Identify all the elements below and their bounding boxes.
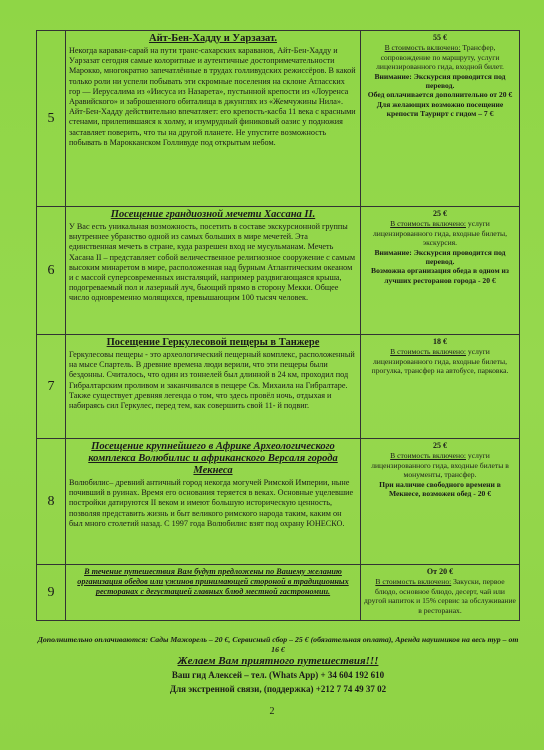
tour-row xyxy=(37,565,520,621)
tour-price: 55 € xyxy=(433,33,447,42)
included-block xyxy=(364,451,516,479)
tour-note: Возможна организация обеда в одном из лучших ресторанов города - 20 € xyxy=(371,266,509,285)
tour-description: Геркулесовы пещеры - это археологический пещерный комплекс, расположенный на мысе Спартель. В древние времена люди верили, что эти пещеры были бездонны. Считалось, что один из тоннелей был длинной в 24 км, проходил под Гибралтарским проливом и заканчивался в пещере Св. Михаила на Гибралтаре. Также существует древняя легенда о том, что здесь провёл ночь, отдыхая и набираясь сил Геркулес, перед тем, как совершить свой 11- й подвиг. xyxy=(69,350,355,411)
included-text: услуги лицензированного гида, входные билеты, экскурсия. xyxy=(373,219,507,248)
included-block xyxy=(364,577,516,615)
tour-price: От 20 € xyxy=(426,567,454,576)
tour-row xyxy=(37,207,520,335)
tours-table xyxy=(36,30,520,621)
row-number: 8 xyxy=(37,439,66,565)
tour-note: При наличие свободного времени в Мекнесе, возможен обед - 20 € xyxy=(379,479,501,499)
included-label: В стоимость включено: xyxy=(384,43,461,53)
included-label: В стоимость включено: xyxy=(390,219,467,229)
farewell-wish: Желаем Вам приятного путешествия!!! xyxy=(177,655,379,667)
tour-title: Посещение грандиозной мечети Хассана II. xyxy=(110,209,316,220)
tour-description: В течение путешествия Вам будут предложены по Вашему желанию организация обедов или ужинов принимающей стороной в традиционных ресторанах с дегустацией главных блюд местной гастрономии. xyxy=(77,567,349,597)
tour-description: Волюбилис– древний античный город некогда могучей Римской Империи, ныне почивший в руинах. Время его основания теряется в веках. Основные уцелевшие постройки датируются II веком и имеют большую историческую ценность, позволяя представить жизнь и быт великого римского народа таким, каким он был много столетий назад. С 1997 года Волюбилис взят под охрану ЮНЕСКО. xyxy=(69,478,354,528)
tour-description: Некогда караван-сарай на пути транс-сахарских караванов, Айт-Бен-Хадду и Уарзазат сегодня самые колоритные и аутентичные достопримечательности Марокко, многократно запечатлённые в трудах голливудских режиссёров. В какой только роли ни успели побывать эти скромные поселения на склоне Атласских гор — Иерусалима из «Иисуса из Назарета», пустынной крепости из «Лоуренса Аравийского» и заброшенного обиталища в джунглях из «Жемчужины Нила». Айт-Бен-Хадду действительно впечатляет: его крепость-касба 11 века с красными стенами, прилепившаяся к холму, и изумрудный финиковый оазис у подножия заставляет поверить, что ты на другой планете. Не упустите возможность побывать в Марокканском Голливуде под открытым небом. xyxy=(69,46,356,147)
tour-note: Для желающих возможно посещение крепости Таурирт с гидом – 7 € xyxy=(376,99,504,119)
row-number: 5 xyxy=(37,31,66,207)
tour-row xyxy=(37,439,520,565)
included-block xyxy=(364,347,516,375)
page-number: 2 xyxy=(269,706,275,717)
tour-title: Посещение Геркулесовой пещеры в Танжере xyxy=(106,337,320,348)
tour-note: Обед оплачивается дополнительно от 20 € xyxy=(367,90,513,100)
included-label: В стоимость включено: xyxy=(390,451,467,461)
tour-title: Айт-Бен-Хадду и Уарзазат. xyxy=(148,33,278,44)
row-number: 9 xyxy=(37,565,66,621)
included-text: услуги лицензированного гида, входные билеты в монументы, трансфер. xyxy=(371,451,509,480)
tour-price: 25 € xyxy=(433,209,447,218)
included-text: Закуски, первое блюдо, основное блюдо, десерт, чай или другой напиток и 15% сервис за обслуживание в ресторанах. xyxy=(364,577,516,615)
tour-description: У Вас есть уникальная возможность, посетить в составе экскурсионной группы внутреннее убранство одной из самых больших в мире мечетей. Эта единственная мечеть в стране, куда разрешен вход не мусульманам. Мечеть Хасана II – представляет собой величественное религиозное сооружение с самым высоким минаретом в мире, расположенная над бурным Атлантическим океаном и с массой суперсовременных инсталяций, например раздвигающаяся крыша, подогреваемый пол и лазерный луч, бьющий прямо в сторону Мекки. Общее число одновременно молящихся, превышающим 100 тысяч человек. xyxy=(69,222,356,303)
included-text: Трансфер, сопровождение по маршруту, услуги лицензированного гида, входной билет. xyxy=(376,43,504,72)
included-text: услуги лицензированного гида, входные билеты, прогулка, трансфер на автобусе, парковка. xyxy=(371,347,509,376)
tour-note: Внимание: Экскурсия проводится под перевод. xyxy=(374,247,506,267)
tour-row xyxy=(37,335,520,439)
included-block xyxy=(364,219,516,247)
tour-price: 25 € xyxy=(433,441,447,450)
tour-price: 18 € xyxy=(433,337,447,346)
row-number: 7 xyxy=(37,335,66,439)
included-label: В стоимость включено: xyxy=(375,577,452,587)
tour-row xyxy=(37,31,520,207)
included-block xyxy=(364,43,516,71)
tour-note: Внимание: Экскурсия проводится под перевод. xyxy=(374,71,506,91)
tour-title: Посещение крупнейшего в Африке Археологического комплекса Волюбилис и африканского Версаля города Мекнеса xyxy=(88,441,338,476)
row-number: 6 xyxy=(37,207,66,335)
extra-charges-note: Дополнительно оплачиваются: Сады Мажорель – 20 €, Сервисный сбор – 25 € (обязательная оплата), Аренда наушников на весь тур – от 16 € xyxy=(37,635,519,654)
support-contact: Для экстренной связи, (поддержка) +212 7 74 49 37 02 xyxy=(169,684,387,694)
guide-contact: Ваш гид Алексей – тел. (Whats App) + 34 604 192 610 xyxy=(171,670,385,680)
included-label: В стоимость включено: xyxy=(390,347,467,357)
